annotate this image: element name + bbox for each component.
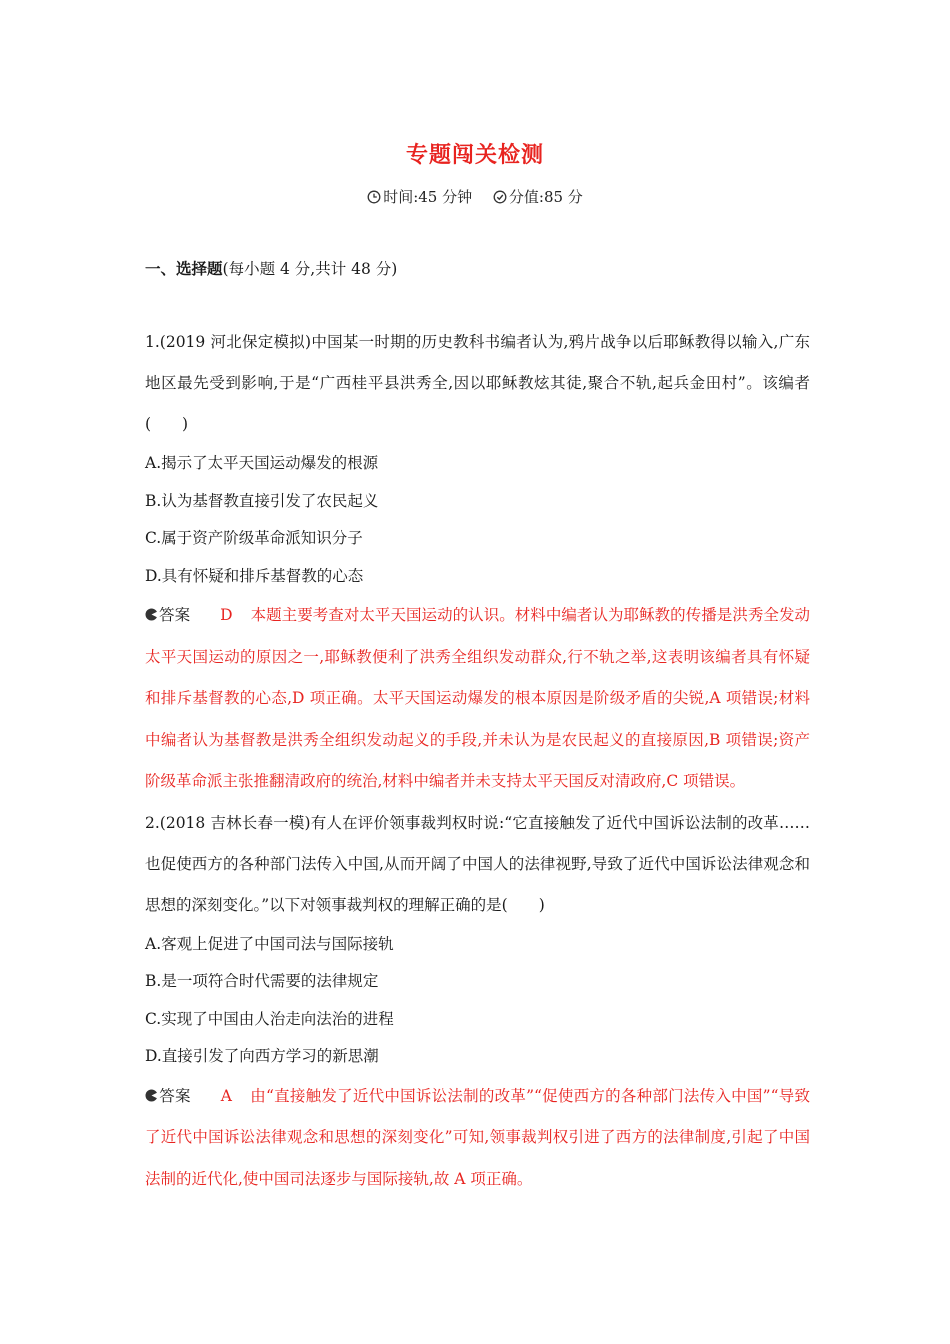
option-c: C.属于资产阶级革命派知识分子 (145, 529, 363, 547)
score-label: 分值:85 分 (508, 188, 583, 206)
answer-explanation: 由“直接触发了近代中国诉讼法制的改革”“促使西方的各种部门法传入中国”“导致了近代中国诉讼法律观念和思想的深刻变化”可知,领事裁判权引进了西方的法律制度,引起了中国法制的近代化,使中国司法逐步与国际接轨,故 A 项正确。 (145, 1086, 810, 1188)
time-info (367, 186, 472, 207)
option-a: A.客观上促进了中国司法与国际接轨 (145, 934, 394, 953)
option-c: C.实现了中国由人治走向法治的进程 (145, 1009, 394, 1028)
option-b: B.是一项符合时代需要的法律规定 (145, 972, 379, 990)
check-circle-icon (493, 190, 507, 204)
answer-icon (145, 608, 158, 621)
section-note: (每小题 4 分,共计 48 分) (222, 260, 398, 278)
option-d: D.直接引发了向西方学习的新思潮 (145, 1047, 379, 1065)
content-body (145, 254, 810, 1200)
answer-label: 答案 (159, 606, 191, 624)
question-1 (145, 322, 810, 803)
answer-key: D (220, 606, 233, 624)
answer-icon (145, 1089, 158, 1102)
clock-icon (367, 190, 381, 204)
answer-label: 答案 (159, 1086, 191, 1105)
answer-explanation: 本题主要考查对太平天国运动的认识。材料中编者认为耶稣教的传播是洪秀全发动太平天国运动的原因之一,耶稣教便利了洪秀全组织发动群众,行不轨之举,这表明该编者具有怀疑和排斥基督教的心态,D 项正确。太平天国运动爆发的根本原因是阶级矛盾的尖锐,A 项错误;材料中编者认为基督教是洪秀全组织发动起义的手段,并未认为是农民起义的直接原因,B 项错误;资产阶级革命派主张推翻清政府的统治,材料中编者并未支持太平天国反对清政府,C 项错误。 (145, 606, 810, 790)
option-d: D.具有怀疑和排斥基督教的心态 (145, 566, 364, 585)
question-2 (145, 803, 810, 1201)
question-stem: 2.(2018 吉林长春一模)有人在评价领事裁判权时说:“它直接触发了近代中国诉讼法制的改革……也促使西方的各种部门法传入中国,从而开阔了中国人的法律视野,导致了近代中国诉讼法律观念和思想的深刻变化。”以下对领事裁判权的理解正确的是( ) (145, 813, 810, 914)
section-title: 一、选择题 (145, 260, 223, 278)
option-a: A.揭示了太平天国运动爆发的根源 (145, 454, 379, 472)
exam-meta (0, 186, 950, 208)
score-info (493, 186, 583, 207)
time-label: 时间:45 分钟 (383, 188, 473, 206)
answer-key: A (220, 1086, 232, 1105)
answer-block (145, 1076, 810, 1201)
page-title: 专题闯关检测 (405, 143, 544, 168)
answer-block (145, 595, 810, 803)
section-heading (145, 254, 810, 284)
option-b: B.认为基督教直接引发了农民起义 (145, 491, 379, 510)
question-stem: 1.(2019 河北保定模拟)中国某一时期的历史教科书编者认为,鸦片战争以后耶稣教得以输入,广东地区最先受到影响,于是“广西桂平县洪秀全,因以耶稣教炫其徒,聚合不轨,起兵金田村”。该编者( ) (145, 333, 810, 433)
